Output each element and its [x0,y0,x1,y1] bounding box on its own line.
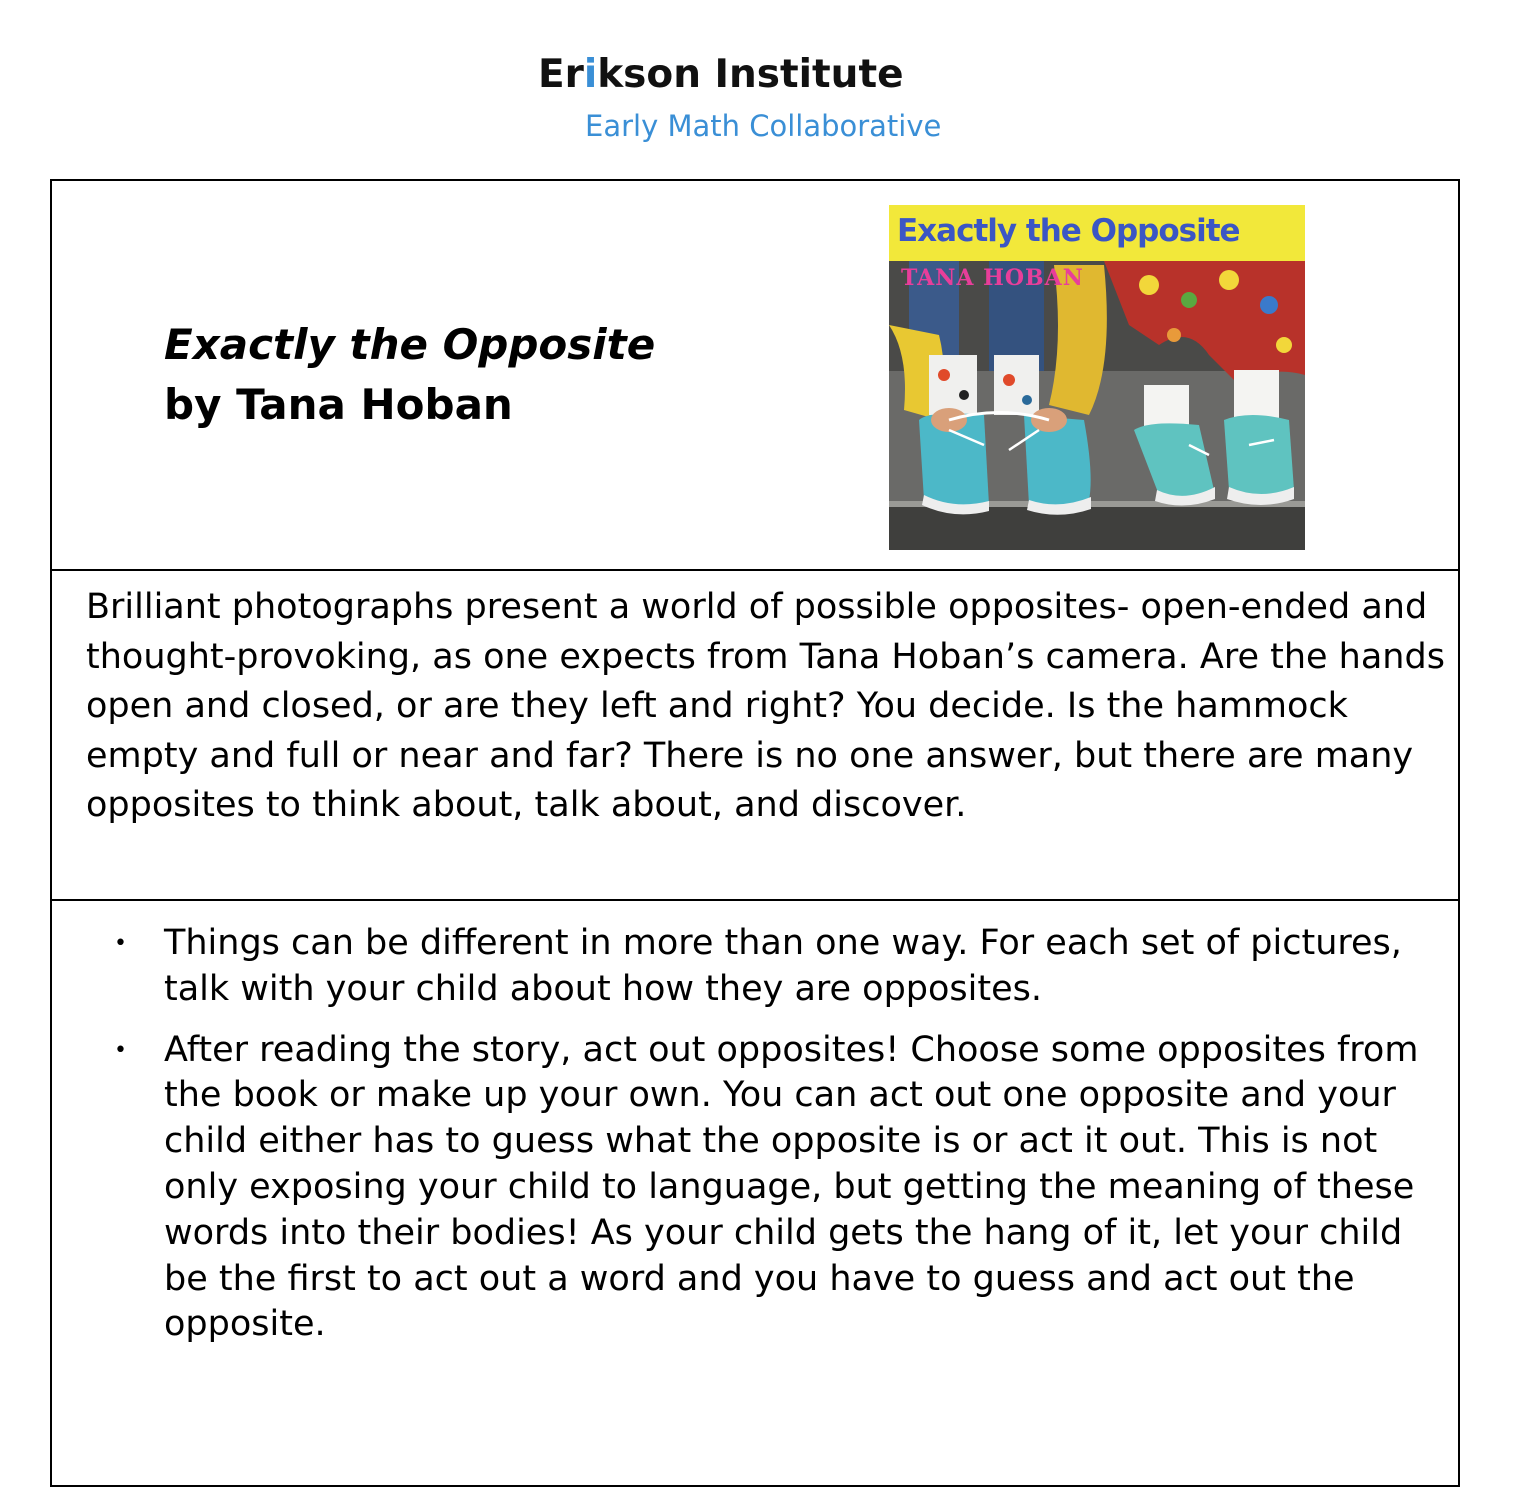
bullet-icon: • [114,931,127,956]
bullet-icon: • [114,1037,127,1063]
book-title: Exactly the Opposite [164,320,656,369]
erikson-logo [538,50,1008,150]
logo-rest: kson Institute [597,52,904,97]
logo-subtitle: Early Math Collaborative [585,109,942,143]
book-header-row [52,181,1458,571]
cover-title-text: Exactly the Opposite [897,213,1240,249]
logo-prefix: Er [538,52,584,97]
book-author: by Tana Hoban [164,380,513,429]
tips-row [52,901,1458,1485]
list-item [52,1028,1458,1349]
tips-list [52,921,1458,1363]
logo-i-glyph: i [583,52,598,97]
description-row [52,571,1458,901]
book-cover-image [889,205,1305,550]
book-description: Brilliant photographs present a world of possible opposites- open-ended and thought-provoking, as one expects from Tana Hoban’s camera. Are the hands open and closed, or are they left and right? You decide. Is the hammock empty and full or near and far? There is no one answer, but there are many opposites to think about, talk about, and discover. [86,587,1445,825]
tip-text: After reading the story, act out opposites! Choose some opposites from the book or make up your own. You can act out one opposite and your child either has to guess what the opposite is or act it out. This is not only exposing your child to language, but getting the meaning of these words into their bodies! As your child gets the hang of it, let your child be the first to act out a word and you have to guess and act out the opposite. [164,1029,1419,1345]
cover-author-text: TANA HOBAN [901,265,1084,291]
tip-text: Things can be different in more than one way. For each set of pictures, talk with your child about how they are opposites. [164,923,1402,1009]
logo-wordmark [538,50,904,100]
list-item [52,921,1458,1013]
content-table [50,179,1460,1487]
